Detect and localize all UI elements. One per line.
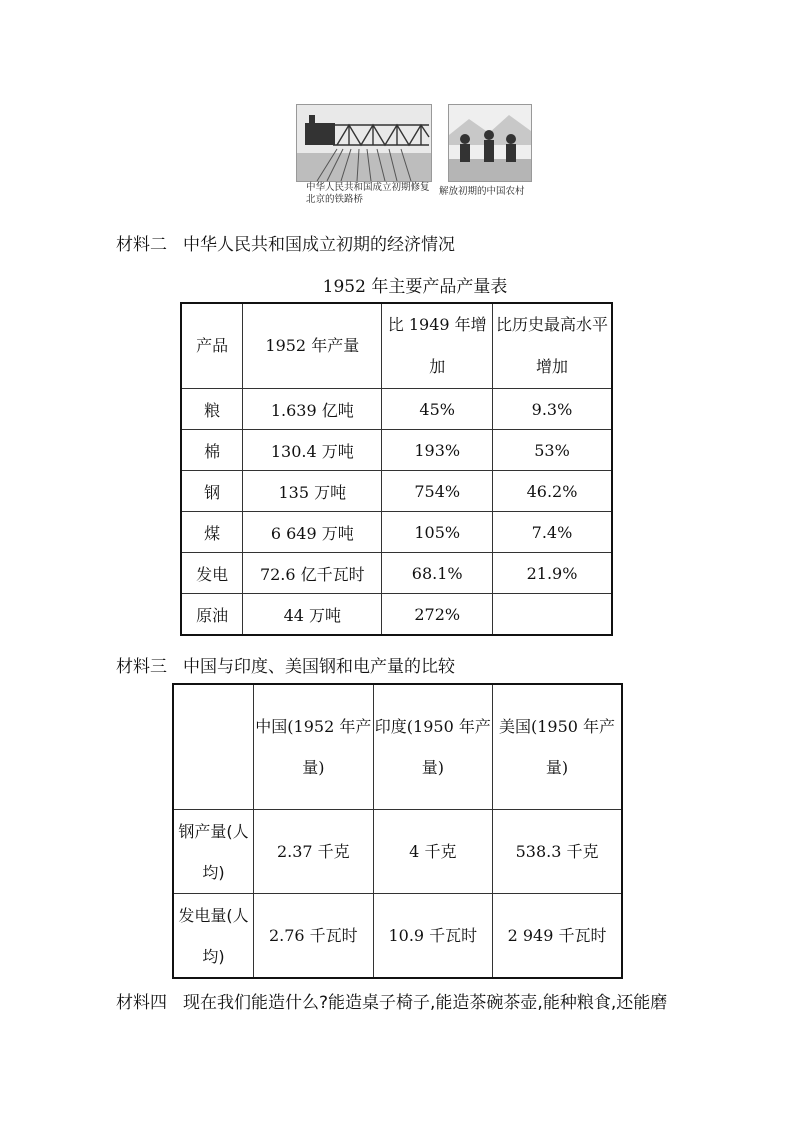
header-usa: 美国(1950 年产量) [493, 684, 622, 810]
vs-peak-cell: 9.3% [492, 389, 612, 430]
production-table-title: 1952 年主要产品产量表 [322, 277, 508, 297]
product-cell: 原油 [181, 594, 243, 636]
row-label: 发电量(人均) [173, 894, 254, 979]
header-vs-1949: 比 1949 年增加 [382, 303, 493, 389]
table-row [173, 894, 622, 979]
material-two-title: 中华人民共和国成立初期的经济情况 [183, 235, 455, 255]
material-four-paragraph [116, 988, 667, 1013]
table-row [181, 430, 612, 471]
china-cell: 2.76 千瓦时 [254, 894, 373, 979]
vs1949-cell: 105% [382, 512, 493, 553]
product-cell: 发电 [181, 553, 243, 594]
table-header-row [173, 684, 622, 810]
product-cell: 棉 [181, 430, 243, 471]
output-cell: 72.6 亿千瓦时 [243, 553, 382, 594]
table-row [173, 810, 622, 894]
rural-village-photo [448, 104, 532, 182]
output-cell: 6 649 万吨 [243, 512, 382, 553]
vs1949-cell: 68.1% [382, 553, 493, 594]
material-two-number: 材料二 [116, 235, 167, 255]
table-row [181, 553, 612, 594]
india-cell: 4 千克 [373, 810, 492, 894]
vs-peak-cell [492, 594, 612, 636]
vs-peak-cell: 21.9% [492, 553, 612, 594]
product-cell: 煤 [181, 512, 243, 553]
material-three-number: 材料三 [116, 657, 167, 677]
header-india: 印度(1950 年产量) [373, 684, 492, 810]
header-product: 产品 [181, 303, 243, 389]
output-cell: 1.639 亿吨 [243, 389, 382, 430]
header-china: 中国(1952 年产量) [254, 684, 373, 810]
product-cell: 粮 [181, 389, 243, 430]
usa-cell: 2 949 千瓦时 [493, 894, 622, 979]
vs-peak-cell: 7.4% [492, 512, 612, 553]
material-four-text: 现在我们能造什么?能造桌子椅子,能造茶碗茶壶,能种粮食,还能磨 [183, 993, 668, 1013]
vs1949-cell: 193% [382, 430, 493, 471]
china-cell: 2.37 千克 [254, 810, 373, 894]
material-four-number: 材料四 [116, 993, 167, 1013]
table-row [181, 512, 612, 553]
india-cell: 10.9 千瓦时 [373, 894, 492, 979]
header-blank [173, 684, 254, 810]
header-vs-peak: 比历史最高水平增加 [492, 303, 612, 389]
material-two-heading [116, 230, 455, 255]
material-three-heading [116, 652, 455, 677]
header-output-1952: 1952 年产量 [243, 303, 382, 389]
illustration-photos [296, 104, 536, 204]
table-header-row [181, 303, 612, 389]
vs-peak-cell: 46.2% [492, 471, 612, 512]
vs1949-cell: 272% [382, 594, 493, 636]
table-row [181, 594, 612, 636]
vs-peak-cell: 53% [492, 430, 612, 471]
output-cell: 44 万吨 [243, 594, 382, 636]
row-label: 钢产量(人均) [173, 810, 254, 894]
production-table [180, 302, 613, 636]
railway-bridge-photo [296, 104, 432, 182]
output-cell: 130.4 万吨 [243, 430, 382, 471]
usa-cell: 538.3 千克 [493, 810, 622, 894]
table-row [181, 471, 612, 512]
photo-caption-village: 解放初期的中国农村 [439, 186, 525, 197]
photo-caption-bridge: 中华人民共和国成立初期修复北京的铁路桥 [306, 182, 430, 205]
material-three-title: 中国与印度、美国钢和电产量的比较 [183, 657, 455, 677]
product-cell: 钢 [181, 471, 243, 512]
vs1949-cell: 754% [382, 471, 493, 512]
vs1949-cell: 45% [382, 389, 493, 430]
output-cell: 135 万吨 [243, 471, 382, 512]
table-row [181, 389, 612, 430]
comparison-table [172, 683, 623, 979]
